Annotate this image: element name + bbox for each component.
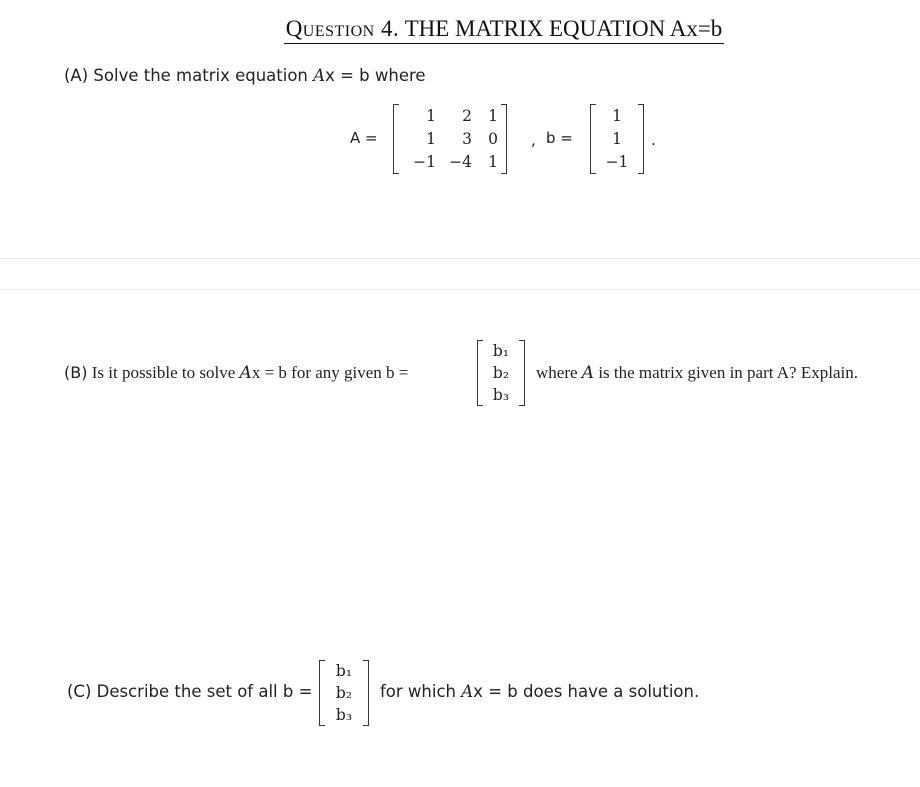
part-b-tail: [536, 363, 858, 383]
part-b-vector-cell: b₂: [492, 364, 510, 382]
question-title: [0, 16, 920, 44]
part-b-var-A: A: [239, 363, 252, 383]
part-b-var-b: b: [278, 363, 287, 382]
matrix-a-cell: −1: [413, 153, 436, 172]
part-a-where: where: [374, 66, 426, 85]
matrix-a-cell: 1: [488, 153, 498, 172]
part-a-prompt: [64, 66, 426, 85]
part-b-vector: [477, 340, 525, 406]
vector-period: .: [651, 131, 656, 149]
part-c-vector: [319, 660, 369, 726]
part-c-for-which: for which: [380, 682, 456, 701]
vector-b-cell: −1: [605, 153, 629, 172]
question-heading: THE MATRIX EQUATION Ax=b: [404, 16, 723, 41]
part-b-label: (B): [64, 363, 88, 382]
part-c-text: Describe the set of all: [96, 682, 278, 701]
vector-b-label: b =: [546, 129, 573, 147]
part-a-text: Solve the matrix equation: [93, 66, 308, 85]
part-c-tail: [380, 682, 699, 701]
matrix-a-cell: 3: [462, 129, 472, 148]
part-c-prompt: [67, 682, 312, 701]
part-a-eq: =: [340, 66, 354, 85]
part-c-vector-cell: b₁: [335, 662, 353, 680]
part-c-var-A: A: [461, 682, 474, 701]
part-a-var-x: x: [325, 66, 335, 85]
matrix-a-cell: −4: [449, 153, 472, 172]
divider: [0, 289, 920, 290]
matrix-a-cell: 1: [426, 129, 436, 148]
part-c-solution: does have a solution.: [523, 682, 700, 701]
matrix-a-label: A =: [350, 129, 378, 147]
part-c-vector-cell: b₃: [335, 706, 353, 724]
part-b-var-x: x: [251, 363, 261, 382]
part-b-var-A2: A: [581, 363, 595, 383]
question-number: Question 4.: [285, 16, 400, 41]
matrix-a-cell: 1: [426, 106, 436, 125]
part-b-eq: =: [264, 363, 275, 382]
matrix-comma: ,: [531, 131, 536, 149]
part-c-label: (C): [67, 682, 92, 701]
vector-b: [590, 104, 644, 174]
part-c-eq: =: [488, 682, 503, 701]
part-b-vector-cell: b₃: [492, 386, 510, 404]
part-a-var-b: b: [359, 66, 370, 85]
divider: [0, 258, 920, 259]
part-b-text: Is it possible to solve: [91, 363, 236, 382]
part-b-explain: is the matrix given in part A? Explain.: [598, 363, 858, 382]
matrix-a: [393, 104, 507, 174]
part-a-label: (A): [64, 66, 89, 85]
part-c-var-x: x: [473, 682, 483, 701]
matrix-a-cell: 0: [488, 129, 498, 148]
part-b-text-mid: for any given: [291, 363, 382, 382]
part-b-b-eq: b =: [386, 363, 409, 382]
vector-b-cell: 1: [612, 106, 622, 125]
part-b-vector-cell: b₁: [492, 342, 510, 360]
part-c-var-b: b: [507, 682, 518, 701]
part-a-var-A: A: [313, 66, 326, 85]
part-b-prompt: [64, 363, 408, 383]
part-c-b-eq: b =: [282, 682, 313, 701]
vector-b-cell: 1: [612, 129, 622, 148]
part-b-where: where: [536, 363, 578, 382]
matrix-a-cell: 2: [462, 106, 472, 125]
matrix-a-cell: 1: [488, 106, 498, 125]
part-c-vector-cell: b₂: [335, 684, 353, 702]
